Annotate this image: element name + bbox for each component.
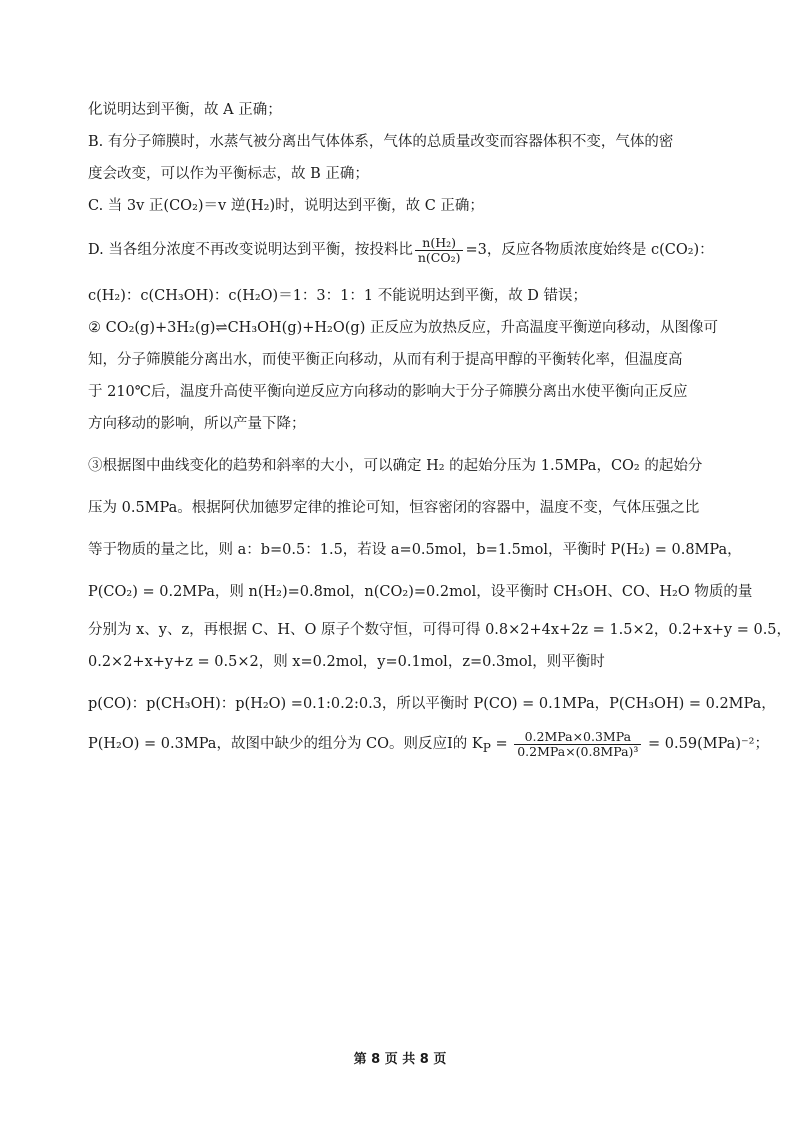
- feed-ratio-fraction: [415, 236, 464, 265]
- text-line: 化说明达到平衡，故 A 正确；: [88, 102, 282, 118]
- text-line: 分别为 x、y、z，再根据 C、H、O 原子个数守恒，可得可得 0.8×2+4x+2z = 1.5×2，0.2+x+y = 0.5，: [88, 622, 792, 638]
- text-segment: =: [490, 736, 513, 752]
- text-line: 压为 0.5MPa。根据阿伏加德罗定律的推论可知，恒容密闭的容器中，温度不变，气体压强之比: [88, 500, 700, 516]
- text-line: C. 当 3v 正(CO₂)＝v 逆(H₂)时，说明达到平衡，故 C 正确；: [88, 198, 484, 214]
- option-d-line: [88, 232, 718, 268]
- text-line: ③根据图中曲线变化的趋势和斜率的大小，可以确定 H₂ 的起始分压为 1.5MPa，CO₂ 的起始分: [88, 458, 703, 474]
- text-line: 知，分子筛膜能分离出水，而使平衡正向移动，从而有利于提高甲醇的平衡转化率，但温度高: [88, 352, 683, 368]
- text-line: 方向移动的影响，所以产量下降；: [88, 416, 306, 432]
- kp-subscript: P: [482, 740, 491, 755]
- text-line: ② CO₂(g)+3H₂(g)⇌CH₃OH(g)+H₂O(g) 正反应为放热反应，升高温度平衡逆向移动，从图像可: [88, 320, 718, 336]
- text-line: 等于物质的量之比，则 a：b=0.5：1.5，若设 a=0.5mol，b=1.5mol，平衡时 P(H₂) = 0.8MPa，: [88, 542, 742, 558]
- text-line: P(CO₂) = 0.2MPa，则 n(H₂)=0.8mol，n(CO₂)=0.2mol，设平衡时 CH₃OH、CO、H₂O 物质的量: [88, 584, 753, 600]
- fraction-denominator: n(CO₂): [417, 249, 461, 265]
- text-line: c(H₂)：c(CH₃OH)：c(H₂O)＝1：3：1：1 不能说明达到平衡，故 D 错误；: [88, 288, 588, 304]
- text-line: B. 有分子筛膜时，水蒸气被分离出气体体系，气体的总质量改变而容器体积不变，气体的密: [88, 134, 674, 150]
- text-line: 度会改变，可以作为平衡标志，故 B 正确；: [88, 166, 369, 182]
- kp-fraction: [514, 730, 641, 759]
- fraction-denominator: 0.2MPa×(0.8MPa)³: [517, 743, 639, 759]
- solution-text: [88, 100, 792, 762]
- text-segment: =3，反应各物质浓度始终是 c(CO₂)：: [465, 242, 714, 258]
- page-number: 第 8 页 共 8 页: [353, 1052, 447, 1067]
- text-segment: D. 当各组分浓度不再改变说明达到平衡，按投料比: [88, 242, 413, 258]
- text-segment: P(H₂O) = 0.3MPa，故图中缺少的组分为 CO。则反应Ⅰ的 K: [88, 736, 483, 752]
- text-line: p(CO)：p(CH₃OH)：p(H₂O) =0.1:0.2:0.3，所以平衡时 P(CO) = 0.1MPa，P(CH₃OH) = 0.2MPa，: [88, 696, 776, 712]
- kp-line: [88, 726, 769, 762]
- fraction-numerator: n(H₂): [415, 236, 464, 251]
- fraction-numerator: 0.2MPa×0.3MPa: [514, 730, 641, 745]
- text-line: 0.2×2+x+y+z = 0.5×2，则 x=0.2mol，y=0.1mol，z=0.3mol，则平衡时: [88, 654, 605, 670]
- text-segment: = 0.59(MPa)⁻²；: [643, 736, 769, 752]
- text-line: 于 210℃后，温度升高使平衡向逆反应方向移动的影响大于分子筛膜分离出水使平衡向正反应: [88, 384, 688, 400]
